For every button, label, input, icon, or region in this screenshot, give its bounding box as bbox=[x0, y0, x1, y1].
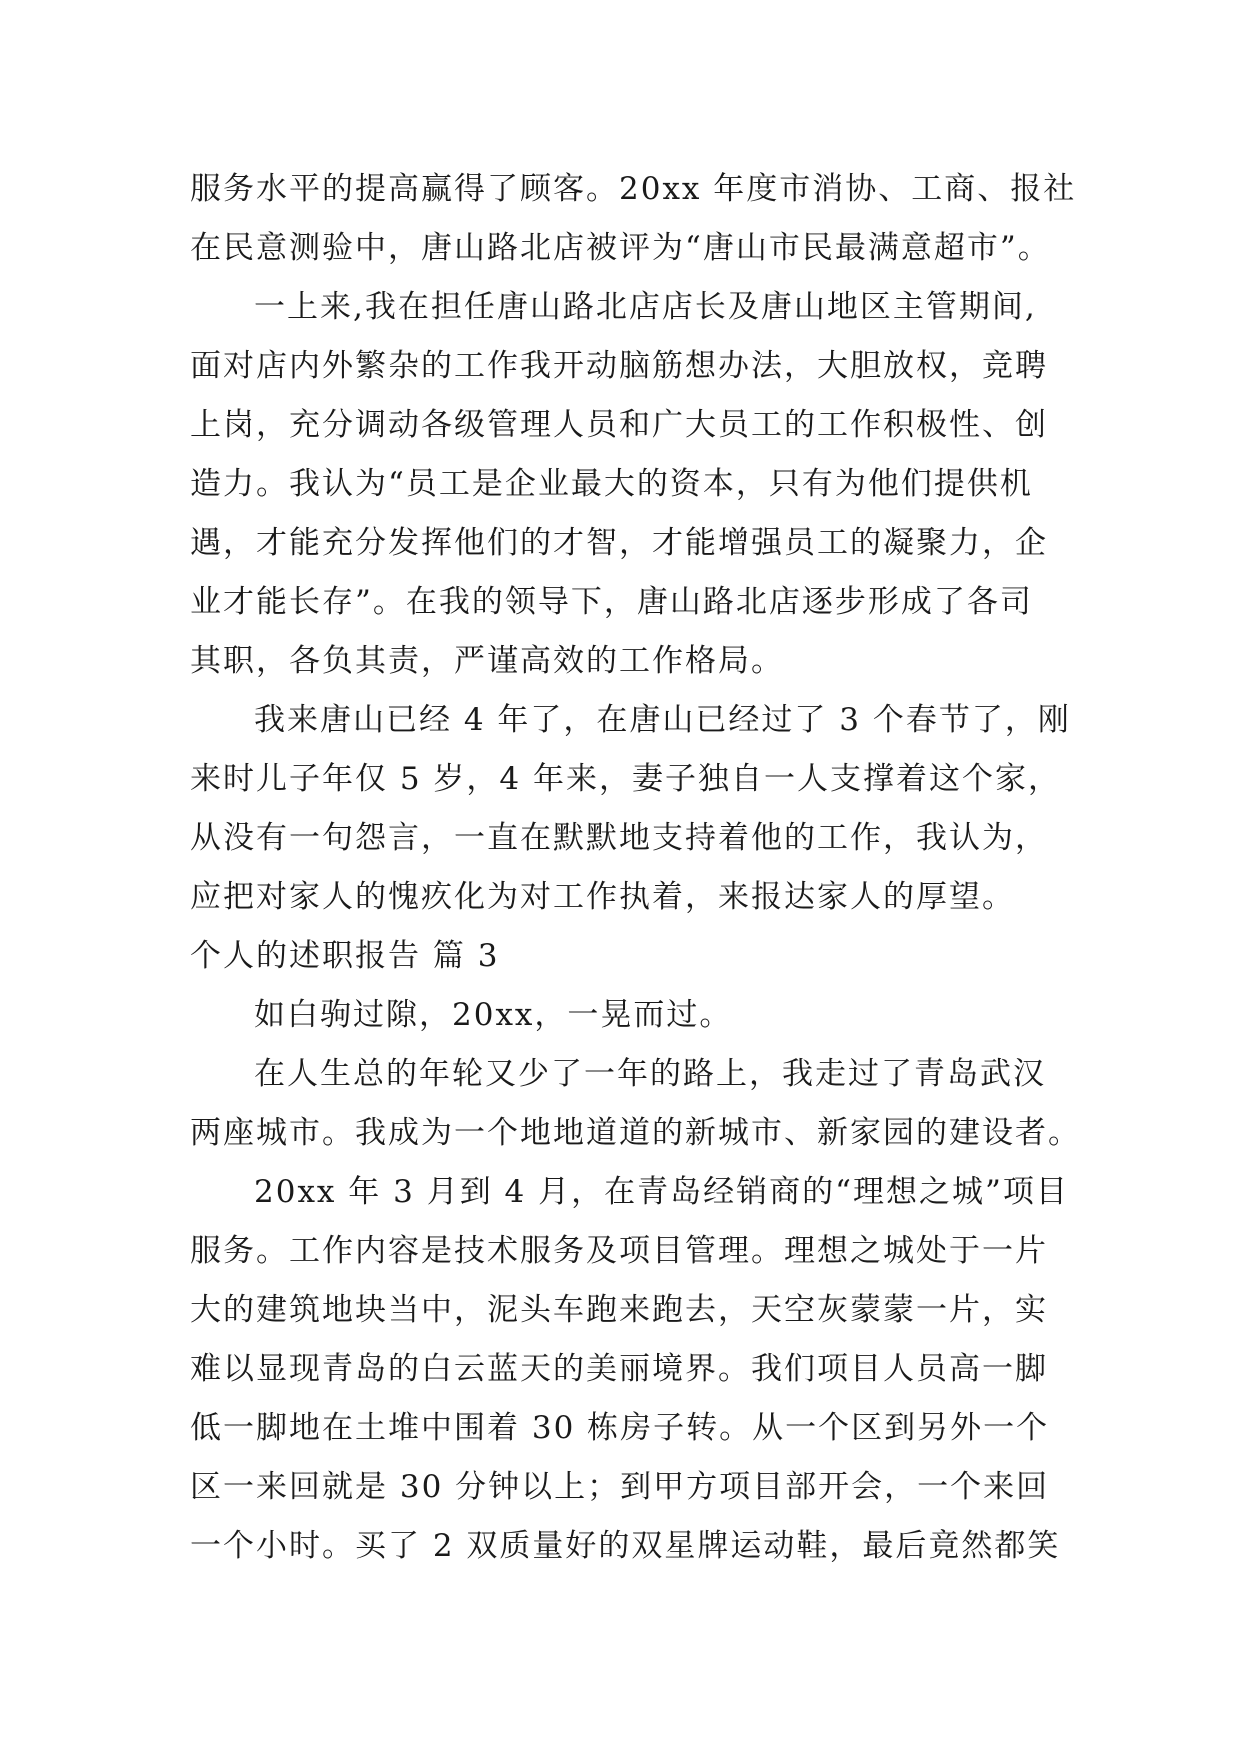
paragraph-start: 如白驹过隙，20xx，一晃而过。 bbox=[254, 997, 733, 1033]
text-line: 来时儿子年仅 5 岁，4 年来，妻子独自一人支撑着这个家， bbox=[190, 761, 1062, 797]
text-line: 造力。我认为“员工是企业最大的资本，只有为他们提供机 bbox=[190, 466, 1033, 502]
text-line: 业才能长存”。在我的领导下，唐山路北店逐步形成了各司 bbox=[190, 584, 1033, 620]
paragraph-start: 我来唐山已经 4 年了，在唐山已经过了 3 个春节了，刚 bbox=[254, 702, 1071, 738]
paragraph-start: 在人生总的年轮又少了一年的路上，我走过了青岛武汉 bbox=[254, 1056, 1046, 1092]
text-line: 一个小时。买了 2 双质量好的双星牌运动鞋，最后竟然都笑 bbox=[190, 1528, 1061, 1564]
text-line: 服务水平的提高赢得了顾客。20xx 年度市消协、工商、报社 bbox=[190, 171, 1077, 207]
text-line: 上岗，充分调动各级管理人员和广大员工的工作积极性、创 bbox=[190, 407, 1048, 443]
section-heading: 个人的述职报告 篇 3 bbox=[190, 938, 500, 974]
text-line: 两座城市。我成为一个地地道道的新城市、新家园的建设者。 bbox=[190, 1115, 1081, 1151]
paragraph-start: 一上来,我在担任唐山路北店店长及唐山地区主管期间, bbox=[254, 289, 1037, 325]
text-line: 从没有一句怨言，一直在默默地支持着他的工作，我认为， bbox=[190, 820, 1048, 856]
paragraph-start: 20xx 年 3 月到 4 月，在青岛经销商的“理想之城”项目 bbox=[254, 1174, 1069, 1210]
document-body bbox=[190, 160, 1090, 1576]
text-line: 服务。工作内容是技术服务及项目管理。理想之城处于一片 bbox=[190, 1233, 1048, 1269]
text-line: 在民意测验中，唐山路北店被评为“唐山市民最满意超市”。 bbox=[190, 230, 1051, 266]
text-line: 其职，各负其责，严谨高效的工作格局。 bbox=[190, 643, 784, 679]
text-line: 难以显现青岛的白云蓝天的美丽境界。我们项目人员高一脚 bbox=[190, 1351, 1048, 1387]
text-line: 大的建筑地块当中，泥头车跑来跑去，天空灰蒙蒙一片，实 bbox=[190, 1292, 1048, 1328]
text-line: 应把对家人的愧疚化为对工作执着，来报达家人的厚望。 bbox=[190, 879, 1015, 915]
text-line: 面对店内外繁杂的工作我开动脑筋想办法，大胆放权，竞聘 bbox=[190, 348, 1048, 384]
text-line: 低一脚地在土堆中围着 30 栋房子转。从一个区到另外一个 bbox=[190, 1410, 1050, 1446]
text-line: 区一来回就是 30 分钟以上；到甲方项目部开会，一个来回 bbox=[190, 1469, 1050, 1505]
text-line: 遇，才能充分发挥他们的才智，才能增强员工的凝聚力，企 bbox=[190, 525, 1048, 561]
